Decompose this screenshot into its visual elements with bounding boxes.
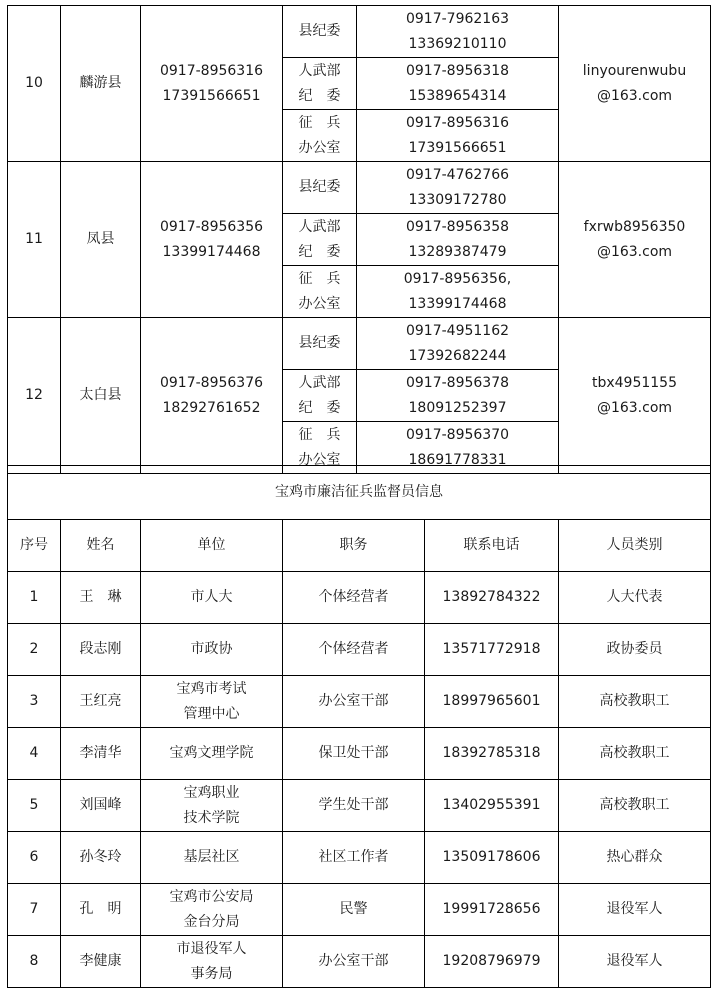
row-number: 8 — [8, 936, 61, 988]
county-email: linyourenwubu @163.com — [559, 6, 711, 162]
row-number: 5 — [8, 780, 61, 832]
work-unit: 宝鸡文理学院 — [141, 728, 283, 780]
table-row — [8, 676, 711, 728]
county-name: 麟游县 — [61, 6, 141, 162]
person-name: 孙冬玲 — [61, 832, 141, 884]
person-category: 退役军人 — [559, 884, 711, 936]
phone-number: 13571772918 — [425, 624, 559, 676]
work-unit: 市人大 — [141, 572, 283, 624]
person-name: 王 琳 — [61, 572, 141, 624]
unit-phone: 0917-4762766 13309172780 — [357, 162, 559, 214]
work-unit: 宝鸡市公安局 金台分局 — [141, 884, 283, 936]
work-unit: 市退役军人 事务局 — [141, 936, 283, 988]
unit-phone: 0917-8956316 17391566651 — [357, 110, 559, 162]
work-unit: 基层社区 — [141, 832, 283, 884]
person-category: 高校教职工 — [559, 780, 711, 832]
county-name: 太白县 — [61, 318, 141, 474]
phone-number: 13892784322 — [425, 572, 559, 624]
job-title: 个体经营者 — [283, 572, 425, 624]
county-phone: 0917-8956316 17391566651 — [141, 6, 283, 162]
supervisor-rows — [8, 572, 711, 988]
job-title: 办公室干部 — [283, 936, 425, 988]
row-number: 3 — [8, 676, 61, 728]
phone-number: 13402955391 — [425, 780, 559, 832]
job-title: 办公室干部 — [283, 676, 425, 728]
header-cell: 单位 — [141, 520, 283, 572]
phone-number: 18997965601 — [425, 676, 559, 728]
unit-name: 人武部 纪 委 — [283, 58, 357, 110]
person-category: 高校教职工 — [559, 676, 711, 728]
unit-phone: 0917-8956318 15389654314 — [357, 58, 559, 110]
person-category: 退役军人 — [559, 936, 711, 988]
county-phone: 0917-8956376 18292761652 — [141, 318, 283, 474]
work-unit: 宝鸡市考试 管理中心 — [141, 676, 283, 728]
header-row — [8, 520, 711, 572]
unit-name: 人武部 纪 委 — [283, 214, 357, 266]
county-phone: 0917-8956356 13399174468 — [141, 162, 283, 318]
work-unit: 宝鸡职业 技术学院 — [141, 780, 283, 832]
unit-phone: 0917-7962163 13369210110 — [357, 6, 559, 58]
supervisor-table — [7, 465, 711, 988]
work-unit: 市政协 — [141, 624, 283, 676]
supervisor-table-title: 宝鸡市廉洁征兵监督员信息 — [8, 466, 711, 520]
unit-name: 县纪委 — [283, 318, 357, 370]
county-row — [8, 318, 711, 370]
phone-number: 18392785318 — [425, 728, 559, 780]
header-cell: 职务 — [283, 520, 425, 572]
unit-phone: 0917-4951162 17392682244 — [357, 318, 559, 370]
job-title: 个体经营者 — [283, 624, 425, 676]
phone-number: 19991728656 — [425, 884, 559, 936]
county-number: 11 — [8, 162, 61, 318]
phone-number: 19208796979 — [425, 936, 559, 988]
unit-phone: 0917-8956370 18691778331 — [357, 422, 559, 474]
unit-name: 县纪委 — [283, 162, 357, 214]
table-row — [8, 572, 711, 624]
job-title: 学生处干部 — [283, 780, 425, 832]
county-number: 10 — [8, 6, 61, 162]
person-name: 段志刚 — [61, 624, 141, 676]
person-name: 孔 明 — [61, 884, 141, 936]
job-title: 保卫处干部 — [283, 728, 425, 780]
person-name: 李健康 — [61, 936, 141, 988]
person-name: 王红亮 — [61, 676, 141, 728]
row-number: 7 — [8, 884, 61, 936]
person-category: 热心群众 — [559, 832, 711, 884]
phone-number: 13509178606 — [425, 832, 559, 884]
job-title: 社区工作者 — [283, 832, 425, 884]
county-name: 凤县 — [61, 162, 141, 318]
row-number: 4 — [8, 728, 61, 780]
person-name: 李清华 — [61, 728, 141, 780]
header-cell: 序号 — [8, 520, 61, 572]
table-row — [8, 832, 711, 884]
table-row — [8, 728, 711, 780]
supervisor-title-row — [8, 466, 711, 520]
row-number: 1 — [8, 572, 61, 624]
county-number: 12 — [8, 318, 61, 474]
person-category: 人大代表 — [559, 572, 711, 624]
person-category: 政协委员 — [559, 624, 711, 676]
unit-phone: 0917-8956356, 13399174468 — [357, 266, 559, 318]
unit-name: 征 兵 办公室 — [283, 422, 357, 474]
county-contact-table — [7, 5, 711, 474]
unit-name: 征 兵 办公室 — [283, 266, 357, 318]
unit-name: 征 兵 办公室 — [283, 110, 357, 162]
table-row — [8, 780, 711, 832]
header-cell: 姓名 — [61, 520, 141, 572]
table-row — [8, 936, 711, 988]
job-title: 民警 — [283, 884, 425, 936]
table-row — [8, 884, 711, 936]
county-email: fxrwb8956350 @163.com — [559, 162, 711, 318]
header-cell: 联系电话 — [425, 520, 559, 572]
unit-name: 县纪委 — [283, 6, 357, 58]
county-row — [8, 162, 711, 214]
unit-phone: 0917-8956358 13289387479 — [357, 214, 559, 266]
person-name: 刘国峰 — [61, 780, 141, 832]
row-number: 6 — [8, 832, 61, 884]
unit-phone: 0917-8956378 18091252397 — [357, 370, 559, 422]
county-email: tbx4951155 @163.com — [559, 318, 711, 474]
table-row — [8, 624, 711, 676]
header-cell: 人员类别 — [559, 520, 711, 572]
unit-name: 人武部 纪 委 — [283, 370, 357, 422]
row-number: 2 — [8, 624, 61, 676]
county-row — [8, 6, 711, 58]
person-category: 高校教职工 — [559, 728, 711, 780]
